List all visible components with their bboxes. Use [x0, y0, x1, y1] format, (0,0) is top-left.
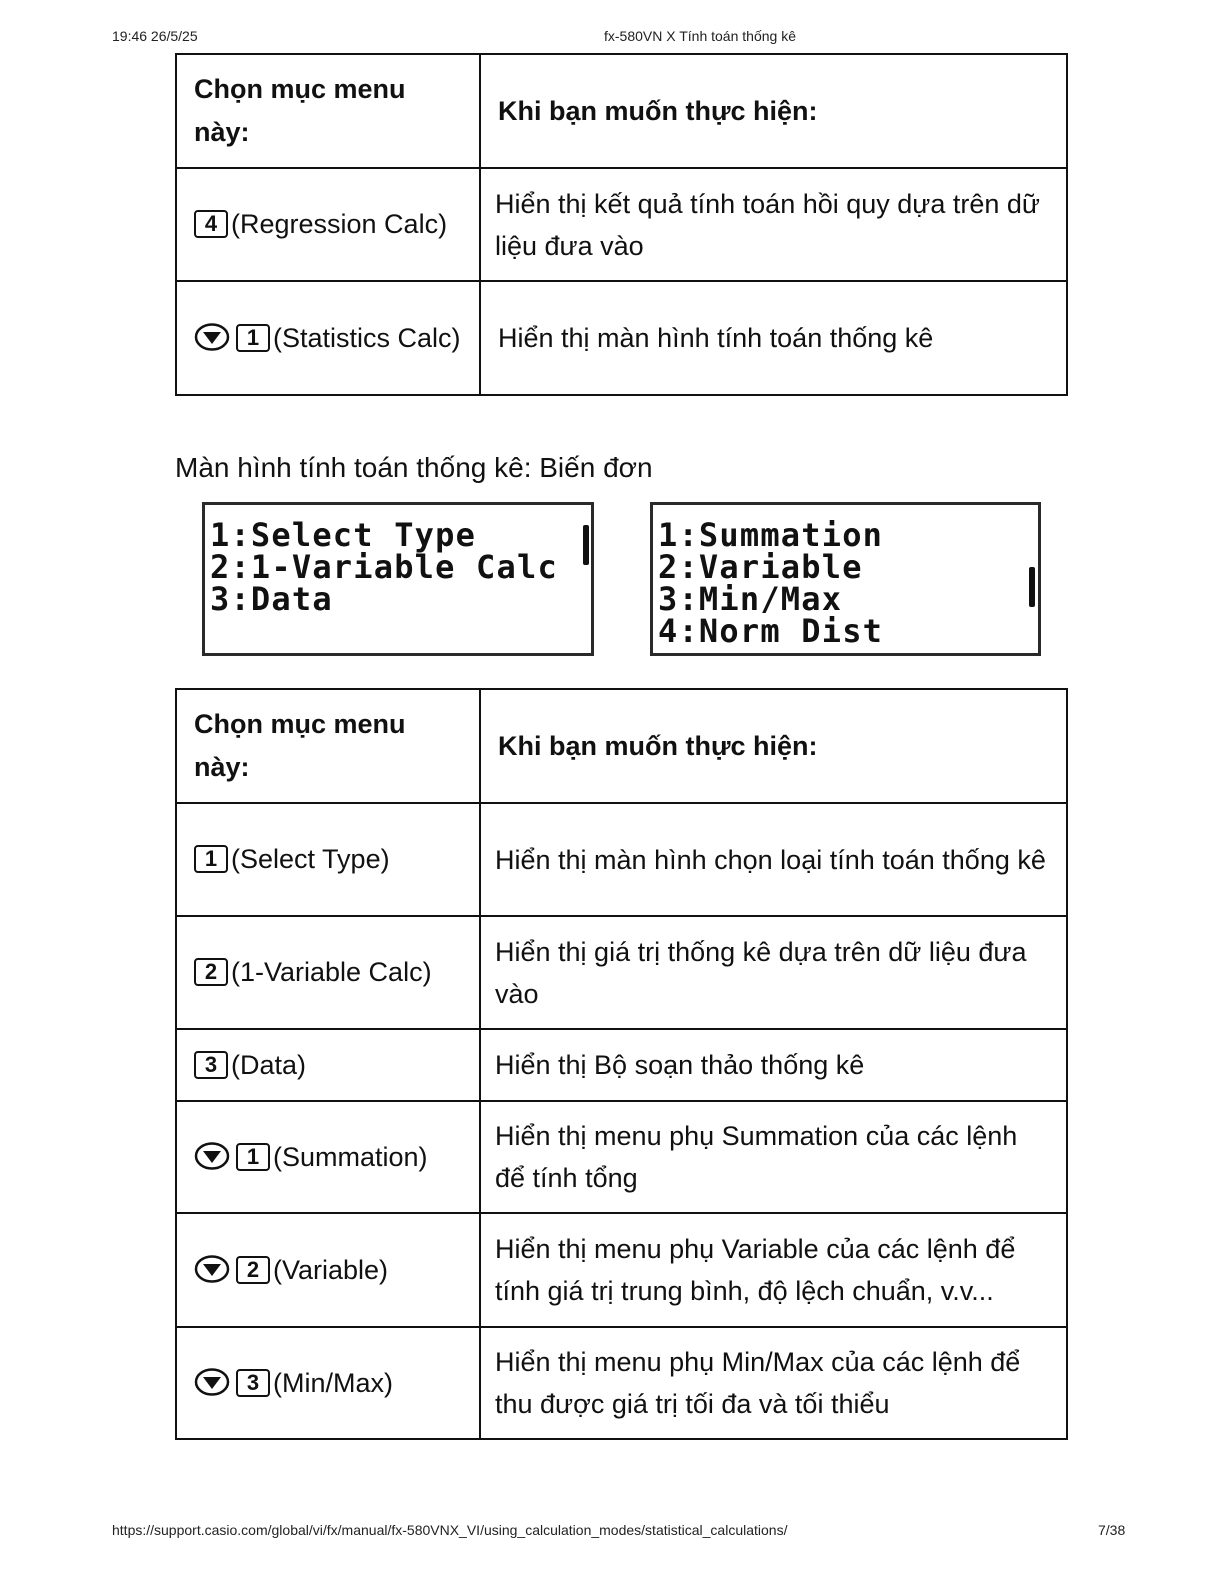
menu-item-description: Hiển thị menu phụ Summation của các lệnh để tính tổng	[480, 1101, 1067, 1213]
scrollbar-indicator	[583, 525, 589, 565]
down-arrow-icon	[194, 1142, 230, 1170]
table-row	[176, 168, 1067, 281]
calculator-screen-main-menu	[202, 502, 594, 656]
key-2-icon: 2	[194, 958, 228, 986]
screen-line: 3:Min/Max	[658, 580, 843, 618]
menu-item-description: Hiển thị màn hình chọn loại tính toán thống kê	[480, 803, 1067, 916]
print-datetime: 19:46 26/5/25	[112, 28, 198, 44]
table-row	[176, 803, 1067, 916]
menu-table-regression	[175, 53, 1068, 396]
key-2-icon: 2	[236, 1256, 270, 1284]
key-1-icon: 1	[236, 1143, 270, 1171]
col2-header: Khi bạn muốn thực hiện:	[498, 96, 818, 126]
menu-item-description: Hiển thị Bộ soạn thảo thống kê	[480, 1029, 1067, 1101]
down-arrow-icon	[194, 1368, 230, 1396]
table-header-row	[176, 54, 1067, 168]
screen-line: 2:Variable	[658, 548, 863, 586]
menu-item-description: Hiển thị giá trị thống kê dựa trên dữ liệu đưa vào	[480, 916, 1067, 1029]
menu-item-label: (1-Variable Calc)	[231, 957, 432, 987]
menu-item-description: Hiển thị kết quả tính toán hồi quy dựa trên dữ liệu đưa vào	[480, 168, 1067, 281]
table-row	[176, 1327, 1067, 1439]
document-title: fx-580VN X Tính toán thống kê	[604, 28, 796, 44]
screen-line: 4:Norm Dist	[658, 612, 884, 650]
col1-header: Chọn mục menu này:	[194, 74, 406, 147]
menu-item-label: (Select Type)	[231, 844, 390, 874]
menu-item-label: (Data)	[231, 1049, 307, 1080]
calculator-screen-sub-menu	[650, 502, 1041, 656]
key-3-icon: 3	[236, 1369, 270, 1397]
menu-item-description: Hiển thị menu phụ Variable của các lệnh để tính giá trị trung bình, độ lệch chuẩn, v.v...	[480, 1213, 1067, 1327]
key-4-icon: 4	[194, 210, 228, 238]
table-row	[176, 916, 1067, 1029]
menu-item-label: (Variable)	[273, 1254, 389, 1285]
key-1-icon: 1	[194, 845, 228, 873]
down-arrow-icon	[194, 323, 230, 351]
key-1-icon: 1	[236, 324, 270, 352]
scrollbar-indicator	[1029, 567, 1035, 607]
menu-item-label: (Regression Calc)	[231, 209, 448, 239]
col1-header: Chọn mục menu này:	[194, 709, 406, 782]
table-row	[176, 1101, 1067, 1213]
screen-line: 3:Data	[210, 580, 333, 618]
screen-line: 1:Summation	[658, 516, 884, 554]
menu-item-label: (Min/Max)	[273, 1367, 393, 1398]
menu-item-description: Hiển thị menu phụ Min/Max của các lệnh để thu được giá trị tối đa và tối thiểu	[480, 1327, 1067, 1439]
source-url[interactable]: https://support.casio.com/global/vi/fx/manual/fx-580VNX_VI/using_calculation_modes/statistical_calculations/	[112, 1522, 788, 1538]
menu-item-description: Hiển thị màn hình tính toán thống kê	[480, 281, 1067, 395]
col2-header: Khi bạn muốn thực hiện:	[498, 731, 818, 761]
key-3-icon: 3	[194, 1051, 228, 1079]
table-row	[176, 281, 1067, 395]
section-title: Màn hình tính toán thống kê: Biến đơn	[175, 452, 653, 483]
page-number: 7/38	[1098, 1522, 1126, 1538]
table-row	[176, 1029, 1067, 1101]
screen-line: 1:Select Type	[210, 516, 477, 554]
menu-item-label: (Statistics Calc)	[273, 323, 461, 353]
menu-item-label: (Summation)	[273, 1141, 428, 1172]
screen-line: 2:1-Variable Calc	[210, 548, 558, 586]
menu-table-single-variable	[175, 688, 1068, 1440]
table-row	[176, 1213, 1067, 1327]
table-header-row	[176, 689, 1067, 803]
down-arrow-icon	[194, 1255, 230, 1283]
